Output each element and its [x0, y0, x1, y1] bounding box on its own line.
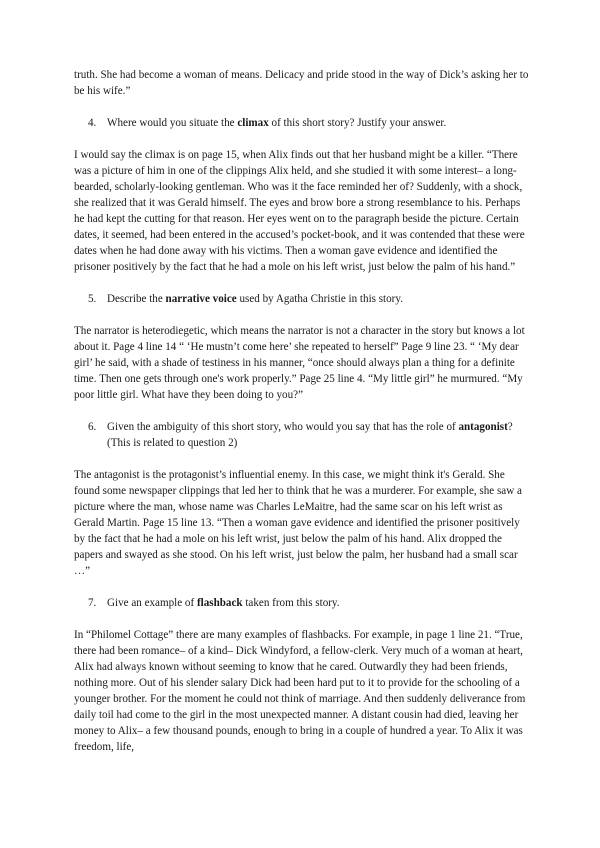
spacer [74, 579, 532, 595]
question-text-tail: taken from this story. [242, 597, 340, 609]
answer-5: The narrator is heterodiegetic, which means the narrator is not a character in the story but knows a lot about it. Page 4 line 14 “ ‘He mustn’t come here’ she repeated to herself” Page 9 line 23. “ ‘My dear girl’ he said, with a shade of testiness in his manner, “once should always plan a thing for a definite time. Then one gets through one's work properly.” Page 25 line 4. “My little girl” he murmured. “My poor little girl. What have they been doing to you?” [74, 325, 525, 401]
answer-7: In “Philomel Cottage” there are many examples of flashbacks. For example, in page 1 line 21. “True, there had been romance– of a kind– Dick Windyford, a fellow-clerk. Very much of a woman at heart, Alix had always known without seeming to know that he cared. Outwardly they had been friends, nothing more. Out of his slender salary Dick had been hard put to it to provide for the schooling of a younger brother. For the moment he could not think of marriage. And then suddenly deliverance from daily toil had come to the girl in the most unexpected manner. A distant cousin had died, leaving her money to Alix– a few thousand pounds, enough to bring in a couple of hundred a year. To Alix it was freedom, life, [74, 629, 526, 753]
question-5 [74, 291, 532, 307]
answer-6: The antagonist is the protagonist’s influential enemy. In this case, we might think it's Gerald. She found some newspaper clippings that led her to think that he was a murderer. For example, she saw a picture where the man, whose name was Charles LeMaitre, had the same scar on his left wrist as Gerald Martin. Page 15 line 13. “Then a woman gave evidence and identified the prisoner positively by the fact that he had a mole on his left wrist, just below the palm of his hand. Alix dropped the papers and swayed as she stood. On his left wrist, just below the palm, her husband had a small scar …” [74, 469, 522, 577]
question-keyword: flashback [196, 597, 243, 609]
question-number: 6. [88, 421, 97, 433]
question-text: Where would you situate the [107, 117, 238, 129]
question-number: 5. [88, 293, 97, 305]
question-text-tail: ? (This is related to question 2) [107, 421, 513, 449]
question-number: 7. [88, 597, 97, 609]
question-keyword: climax [237, 117, 269, 129]
question-text-tail: of this short story? Justify your answer. [268, 117, 447, 129]
spacer [74, 451, 532, 467]
document-page [74, 67, 532, 755]
question-text: Give an example of [107, 597, 197, 609]
question-6 [74, 419, 532, 451]
spacer [74, 403, 532, 419]
spacer [74, 611, 532, 627]
answer-4: I would say the climax is on page 15, when Alix finds out that her husband might be a killer. “There was a picture of him in one of the clippings Alix held, and she studied it with some interest– a long-bearded, scholarly-looking gentleman. Who was it the face reminded her of? Suddenly, with a shock, she realized that it was Gerald himself. The eyes and brow bore a strong resemblance to his. Perhaps he had kept the cutting for that reason. Her eyes went on to the paragraph beside the picture. Certain dates, it seemed, had been entered in the accused’s pocket-book, and it was contended that these were dates when he had done away with his victims. Then a woman gave evidence and identified the prisoner positively by the fact that he had a mole on his left wrist, just below the palm of his hand.” [74, 149, 525, 273]
spacer [74, 275, 532, 291]
question-keyword: narrative voice [165, 293, 237, 305]
question-keyword: antagonist [458, 421, 508, 433]
question-7 [74, 595, 532, 611]
question-text-tail: used by Agatha Christie in this story. [236, 293, 403, 305]
question-text: Describe the [107, 293, 166, 305]
question-text: Given the ambiguity of this short story, who would you say that has the role of [107, 421, 459, 433]
spacer [74, 131, 532, 147]
spacer [74, 307, 532, 323]
question-number: 4. [88, 117, 97, 129]
question-4 [74, 115, 532, 131]
spacer [74, 99, 532, 115]
intro-paragraph: truth. She had become a woman of means. Delicacy and pride stood in the way of Dick’s asking her to be his wife.” [74, 69, 529, 97]
